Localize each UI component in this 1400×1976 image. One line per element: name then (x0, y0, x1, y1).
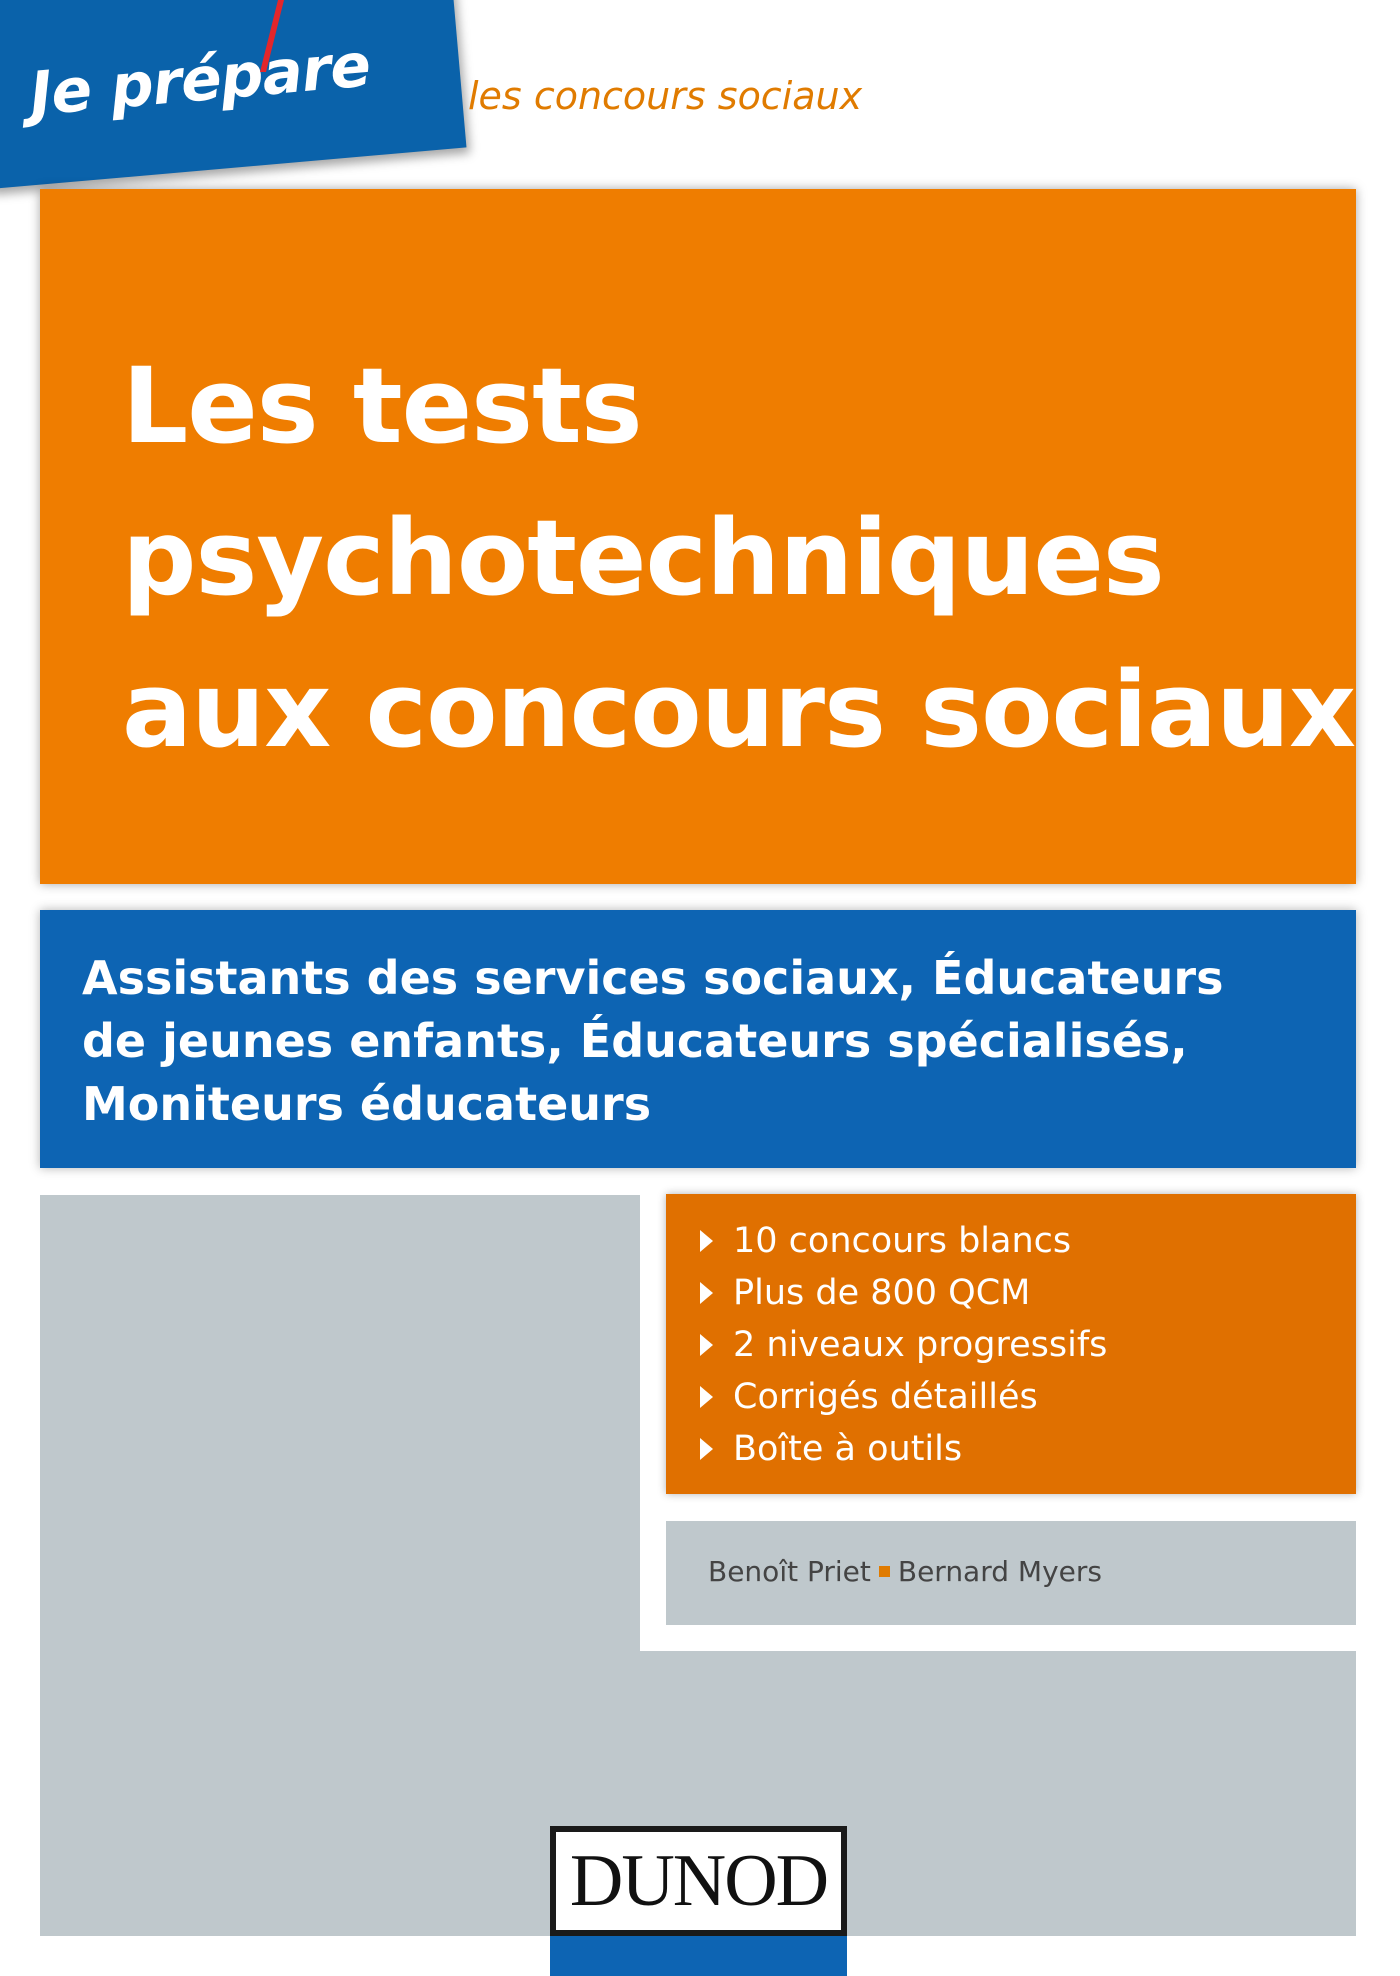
feature-item (700, 1319, 1107, 1371)
feature-label: 2 niveaux progressifs (733, 1325, 1108, 1365)
triangle-right-icon (700, 1282, 713, 1304)
feature-item (700, 1267, 1107, 1319)
author-name: Benoît Priet (708, 1555, 871, 1588)
feature-label: Boîte à outils (733, 1429, 963, 1469)
series-label: Je prépare (26, 30, 373, 130)
book-subtitle (82, 947, 1342, 1136)
square-separator-icon (879, 1566, 890, 1577)
book-subtitle-line: de jeunes enfants, Éducateurs spécialisés, (82, 1014, 1188, 1068)
feature-item (700, 1215, 1107, 1267)
book-title-line: aux concours sociaux (122, 649, 1356, 771)
feature-label: Corrigés détaillés (733, 1377, 1038, 1417)
book-title-line: psychotechniques (122, 497, 1164, 619)
feature-item (700, 1423, 1107, 1475)
book-subtitle-line: Moniteurs éducateurs (82, 1077, 652, 1131)
publisher-name: DUNOD (556, 1832, 841, 1930)
feature-label: Plus de 800 QCM (733, 1273, 1031, 1313)
book-title (122, 330, 1356, 786)
author-name: Bernard Myers (897, 1555, 1102, 1588)
triangle-right-icon (700, 1230, 713, 1252)
feature-label: 10 concours blancs (733, 1221, 1072, 1261)
book-subtitle-line: Assistants des services sociaux, Éducateurs (82, 951, 1224, 1005)
triangle-right-icon (700, 1334, 713, 1356)
triangle-right-icon (700, 1386, 713, 1408)
features-list (700, 1215, 1107, 1475)
triangle-right-icon (700, 1438, 713, 1460)
feature-item (700, 1371, 1107, 1423)
series-subtitle: les concours sociaux (468, 74, 863, 118)
publisher-logo (550, 1826, 847, 1936)
book-title-line: Les tests (122, 345, 642, 467)
authors (708, 1555, 1102, 1588)
